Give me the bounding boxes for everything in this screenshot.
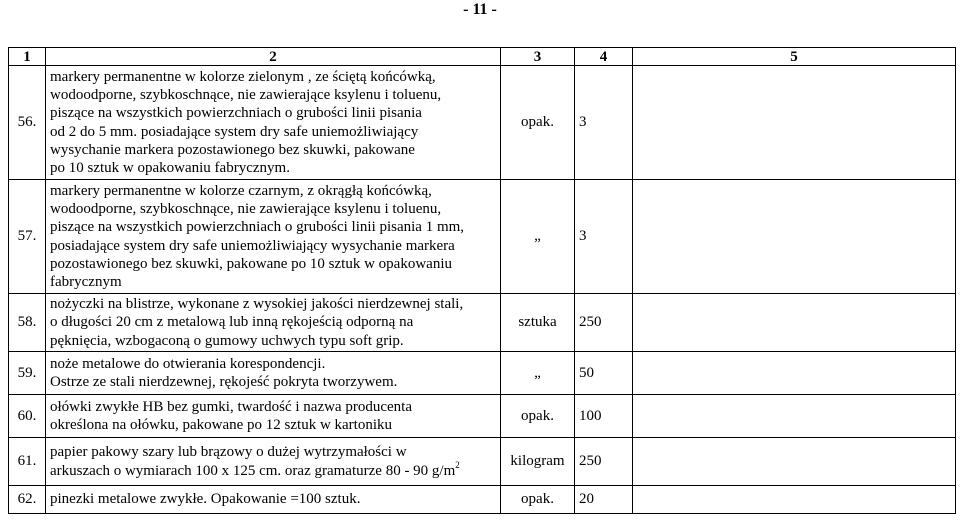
row-number: 57. <box>9 180 46 294</box>
table-row <box>9 294 956 352</box>
row-price <box>633 294 956 352</box>
row-description <box>46 294 501 352</box>
description-line: po 10 sztuk w opakowaniu fabrycznym. <box>50 160 290 177</box>
row-price <box>633 395 956 438</box>
description-line: papier pakowy szary lub brązowy o dużej wytrzymałości w <box>50 444 407 461</box>
row-unit: sztuka <box>501 294 575 352</box>
row-number: 60. <box>9 395 46 438</box>
row-number: 58. <box>9 294 46 352</box>
header-row <box>9 48 956 66</box>
row-unit: kilogram <box>501 438 575 486</box>
description-line: wysychanie markera pozostawionego bez skuwki, pakowane <box>50 141 415 158</box>
description-line: posiadające system dry safe uniemożliwiający wysychanie markera <box>50 237 455 254</box>
row-price <box>633 352 956 395</box>
row-quantity: 3 <box>575 180 633 294</box>
row-quantity: 250 <box>575 438 633 486</box>
row-number: 62. <box>9 486 46 514</box>
description-line: określona na ołówku, pakowane po 12 sztuk w kartoniku <box>50 417 393 433</box>
row-price <box>633 486 956 514</box>
description-line: fabrycznym <box>50 274 122 291</box>
row-number: 56. <box>9 66 46 180</box>
description-line: noże metalowe do otwierania korespondencji. <box>50 355 326 372</box>
description-line: markery permanentne w kolorze czarnym, z okrągłą końcówką, <box>50 182 432 199</box>
row-unit: opak. <box>501 66 575 180</box>
description-line: wodoodporne, szybkoschnące, nie zawierające ksylenu i toluenu, <box>50 200 442 217</box>
description-line: pozostawionego bez skuwki, pakowane po 10 sztuk w opakowaniu <box>50 255 452 272</box>
row-unit: „ <box>501 180 575 294</box>
row-description <box>46 180 501 294</box>
description-line: od 2 do 5 mm. posiadające system dry safe uniemożliwiający <box>50 123 419 140</box>
description-line: o długości 20 cm z metalową lub inną rękojeścią odporną na <box>50 314 414 331</box>
row-price <box>633 438 956 486</box>
row-number: 61. <box>9 438 46 486</box>
table-row <box>9 438 956 486</box>
header-col-2: 2 <box>46 48 501 66</box>
description-line: piszące na wszystkich powierzchniach o grubości linii pisania 1 mm, <box>50 219 465 236</box>
row-number: 59. <box>9 352 46 395</box>
row-description <box>46 352 501 395</box>
table-row <box>9 395 956 438</box>
description-line: markery permanentne w kolorze zielonym , ze ściętą końcówką, <box>50 68 436 85</box>
row-quantity: 3 <box>575 66 633 180</box>
row-quantity: 20 <box>575 486 633 514</box>
row-description <box>46 486 501 514</box>
table-row <box>9 66 956 180</box>
superscript: 2 <box>455 459 460 470</box>
description-text: arkuszach o wymiarach 100 x 125 cm. oraz gramaturze 80 - 90 g/m <box>50 462 456 479</box>
table-row <box>9 180 956 294</box>
description-line: piszące na wszystkich powierzchniach o grubości linii pisania <box>50 105 422 122</box>
description-line <box>50 459 496 480</box>
row-description <box>46 395 501 438</box>
header-col-1: 1 <box>9 48 46 66</box>
header-col-5: 5 <box>633 48 956 66</box>
header-col-4: 4 <box>575 48 633 66</box>
description-line: pinezki metalowe zwykłe. Opakowanie =100 sztuk. <box>50 491 361 508</box>
row-price <box>633 180 956 294</box>
row-description <box>46 438 501 486</box>
row-description <box>46 66 501 180</box>
table-row <box>9 486 956 514</box>
description-line: pęknięcia, wzbogaconą o gumowy uchwych typu soft grip. <box>50 332 404 349</box>
description-line: Ostrze ze stali nierdzewnej, rękojeść pokryta tworzywem. <box>50 374 398 390</box>
description-line: nożyczki na blistrze, wykonane z wysokiej jakości nierdzewnej stali, <box>50 296 464 313</box>
row-quantity: 100 <box>575 395 633 438</box>
items-table <box>8 47 956 514</box>
row-unit: opak. <box>501 395 575 438</box>
table-row <box>9 352 956 395</box>
description-line: wodoodporne, szybkoschnące, nie zawierające ksylenu i toluenu, <box>50 86 442 103</box>
row-quantity: 250 <box>575 294 633 352</box>
row-unit: „ <box>501 352 575 395</box>
row-unit: opak. <box>501 486 575 514</box>
page-number: - 11 - <box>463 1 497 18</box>
description-line: ołówki zwykłe HB bez gumki, twardość i nazwa producenta <box>50 398 412 415</box>
header-col-3: 3 <box>501 48 575 66</box>
row-price <box>633 66 956 180</box>
row-quantity: 50 <box>575 352 633 395</box>
